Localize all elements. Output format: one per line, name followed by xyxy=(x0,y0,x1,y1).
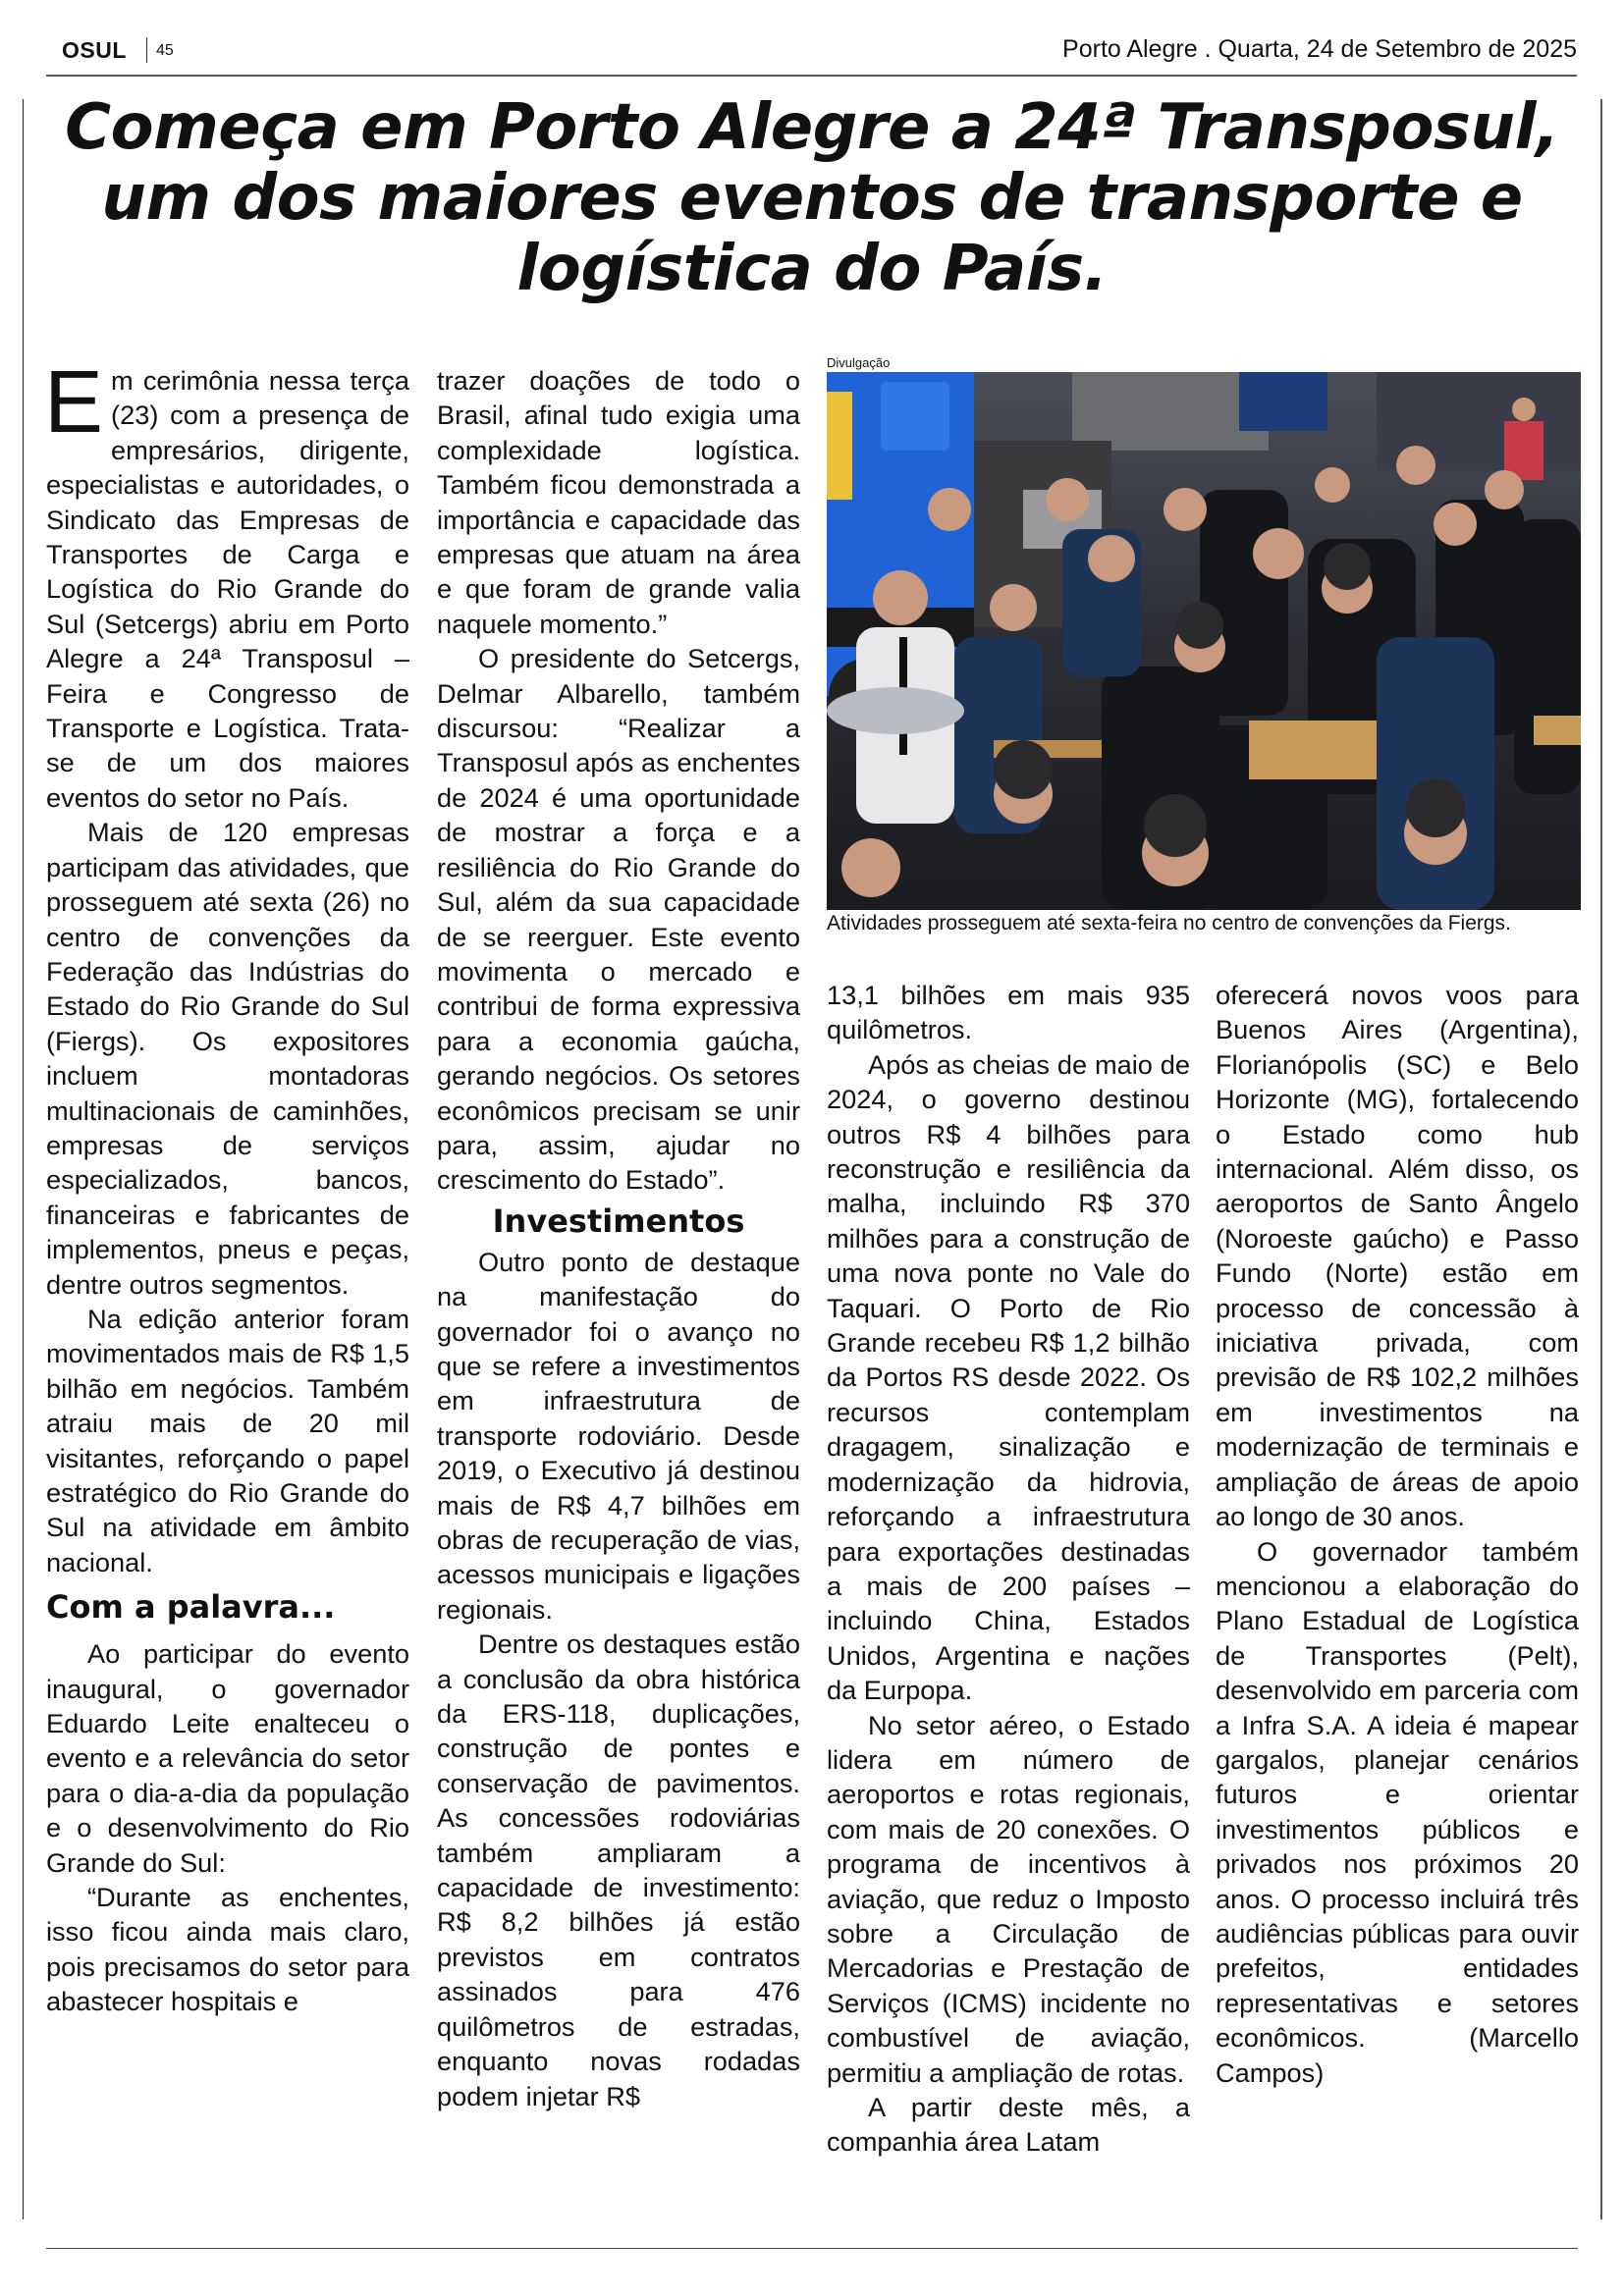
body-paragraph: O presidente do Setcergs, Delmar Albarello, também discursou: “Realizar a Transposul após as enchentes de 2024 é uma oportunidade de mostrar a força e a resiliência do Rio Grande do Sul, além da sua capacidade de se reerguer. Este evento movimenta o mercado e contribui de forma expressiva para a economia gaúcha, gerando negócios. Os setores econômicos precisam se unir para, assim, ajudar no crescimento do Estado”. xyxy=(437,643,800,1196)
body-paragraph: “Durante as enchentes, isso ficou ainda mais claro, pois precisamos do setor para abastecer hospitais e xyxy=(46,1882,409,2017)
page-number: 45 xyxy=(156,42,174,59)
body-paragraph: Ao participar do evento inaugural, o governador Eduardo Leite enalteceu o evento e a relevância do setor para o dia-a-dia da população e o desenvolvimento do Rio Grande do Sul: xyxy=(46,1638,409,1878)
brand-divider xyxy=(146,37,147,63)
body-paragraph: oferecerá novos voos para Buenos Aires (Argentina), Florianópolis (SC) e Belo Horizonte (MG), fortalecendo o Estado como hub internacional. Além disso, os aeroportos de Santo Ângelo (Noroeste gaúcho) e Passo Fundo (Norte) estão em processo de concessão à iniciativa privada, com previsão de R$ 102,2 milhões em investimentos na modernização de terminais e ampliação de áreas de apoio ao longo de 30 anos. xyxy=(1216,980,1579,1532)
article-column-3 xyxy=(827,978,1190,2160)
right-border-rule xyxy=(1600,99,1602,2219)
body-paragraph: Dentre os destaques estão a conclusão da obra histórica da ERS-118, duplicações, construção de pontes e conservação de pavimentos. As concessões rodoviárias também ampliaram a capacidade de investimento: R$ 8,2 bilhões já estão previstos em contratos assinados para 476 quilômetros de estradas, enquanto novas rodadas podem injetar R$ xyxy=(437,1629,800,2111)
photo-caption: Atividades prosseguem até sexta-feira no centro de convenções da Fiergs. xyxy=(827,912,1511,934)
body-paragraph: Outro ponto de destaque na manifestação do governador foi o avanço no que se refere a investimentos em infraestrutura de transporte rodoviário. Desde 2019, o Executivo já destinou mais de R$ 4,7 bilhões em obras de recuperação de vias, acessos municipais e ligações regionais. xyxy=(437,1246,800,1625)
article-photo xyxy=(827,372,1581,910)
body-paragraph: 13,1 bilhões em mais 935 quilômetros. xyxy=(827,980,1190,1045)
masthead xyxy=(46,29,1577,77)
body-paragraph: No setor aéreo, o Estado lidera em número de aeroportos e rotas regionais, com mais de 20 conexões. O programa de incentivos à aviação, que reduz o Imposto sobre a Circulação de Mercadorias e Prestação de Serviços (ICMS) incidente no combustível de aviação, permitiu a ampliação de rotas. xyxy=(827,1709,1190,2088)
left-border-rule xyxy=(23,99,24,2219)
footer-rule xyxy=(46,2248,1578,2249)
drop-cap: E xyxy=(44,353,104,452)
article-column-2 xyxy=(437,363,800,2113)
section-subhead: Com a palavra... xyxy=(46,1588,336,1627)
section-subhead: Investimentos xyxy=(492,1201,745,1240)
body-paragraph: trazer doações de todo o Brasil, afinal tudo exigia uma complexidade logística. Também ficou demonstrada a importância e capacidade das empresas que atuam na área e que foram de grande valia naquele momento.” xyxy=(437,365,800,639)
body-paragraph: A partir deste mês, a companhia área Latam xyxy=(827,2092,1190,2158)
photo-credit: Divulgação xyxy=(827,355,891,370)
body-paragraph: Após as cheias de maio de 2024, o governo destinou outros R$ 4 bilhões para reconstrução e resiliência da malha, incluindo R$ 370 milhões para a construção de uma nova ponte no Vale do Taquari. O Porto de Rio Grande recebeu R$ 1,2 bilhão da Portos RS desde 2022. Os recursos contemplam dragagem, sinalização e modernização da hidrovia, reforçando a infraestrutura para exportações destinadas a mais de 200 países – incluindo China, Estados Unidos, Argentina e nações da Eurpopa. xyxy=(827,1048,1190,1706)
dateline: Porto Alegre . Quarta, 24 de Setembro de 2025 xyxy=(1062,35,1577,63)
article-headline: Começa em Porto Alegre a 24ª Transposul, um dos maiores eventos de transporte e logística do País. xyxy=(65,91,1559,305)
body-paragraph: Mais de 120 empresas participam das atividades, que prosseguem até sexta (26) no centro de convenções da Federação das Indústrias do Estado do Rio Grande do Sul (Fiergs). Os expositores incluem montadoras multinacionais de caminhões, empresas de serviços especializados, bancos, financeiras e fabricantes de implementos, pneus e peças, dentre outros segmentos. xyxy=(46,817,409,1300)
lead-paragraph: Em cerimônia nessa terça (23) com a presença de empresários, dirigente, especialistas e autoridades, o Sindicato das Empresas de Transportes de Carga e Logística do Rio Grande do Sul (Setcergs) abriu em Porto Alegre a 24ª Transposul – Feira e Congresso de Transporte e Logística. Trata-se de um dos maiores eventos do setor no País. xyxy=(44,353,409,813)
newspaper-brand: OSUL xyxy=(62,37,127,63)
article-column-1 xyxy=(44,353,409,2019)
body-paragraph: O governador também mencionou a elaboração do Plano Estadual de Logística de Transportes (Pelt), desenvolvido em parceria com a Infra S.A. A ideia é mapear gargalos, planejar cenários futuros e orientar investimentos públicos e privados nos próximos 20 anos. O processo incluirá três audiências públicas para ouvir prefeitos, entidades representativas e setores econômicos. (Marcello Campos) xyxy=(1216,1535,1579,2088)
body-paragraph: Na edição anterior foram movimentados mais de R$ 1,5 bilhão em negócios. Também atraiu mais de 20 mil visitantes, reforçando o papel estratégico do Rio Grande do Sul na atividade em âmbito nacional. xyxy=(46,1303,409,1577)
article-column-4 xyxy=(1216,978,1579,2090)
crowd-photo-illustration xyxy=(827,372,1581,910)
